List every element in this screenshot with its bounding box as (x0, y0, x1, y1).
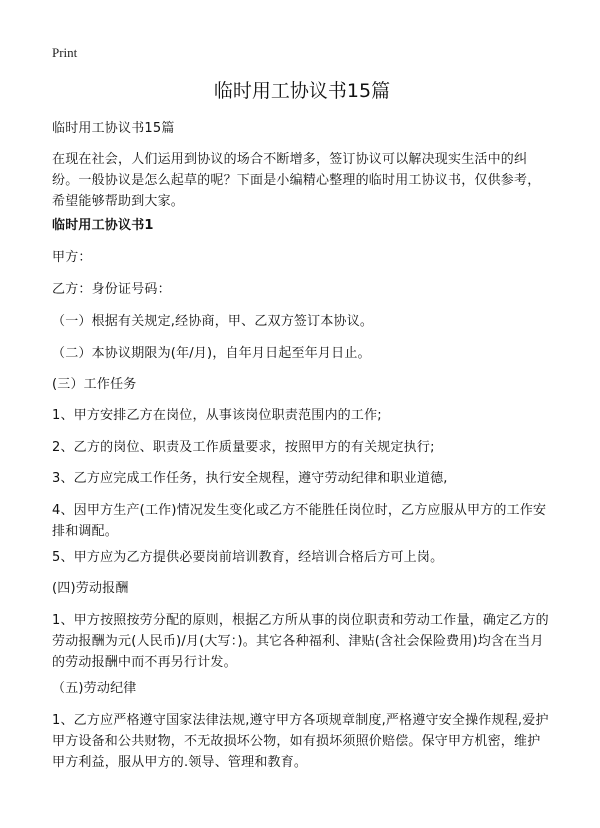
intro-paragraph: 在现在社会，人们运用到协议的场合不断增多，签订协议可以解决现实生活中的纠纷。一般协议是怎么起草的呢？下面是小编精心整理的临时用工协议书，仅供参考，希望能够帮助到大家。 (52, 152, 541, 209)
task-4: 4、因甲方生产(工作)情况发生变化或乙方不能胜任岗位时，乙方应服从甲方的工作安排和调配。 (52, 503, 547, 539)
clause-3-heading: (三）工作任务 (52, 377, 137, 392)
clause-2: （二）本协议期限为(年/月)，自年月日起至年月日止。 (52, 346, 371, 361)
task-5: 5、甲方应为乙方提供必要岗前培训教育，经培训合格后方可上岗。 (52, 550, 444, 565)
party-b: 乙方：身份证号码： (52, 282, 171, 297)
clause-4-heading: (四)劳动报酬 (52, 581, 129, 596)
task-2: 2、乙方的岗位、职责及工作质量要求，按照甲方的有关规定执行; (52, 440, 435, 455)
pay-1: 1、甲方按照按劳分配的原则，根据乙方所从事的岗位职责和劳动工作量，确定乙方的劳动报酬为元(人民币)/月(大写：)。其它各种福利、津贴(含社会保险费用)均含在当月的劳动报酬中而不再另行计发。 (52, 613, 549, 670)
clause-5-heading: （五)劳动纪律 (52, 681, 137, 696)
page-title: 临时用工协议书15篇 (213, 80, 391, 102)
print-link[interactable]: Print (52, 45, 78, 60)
clause-1: （一）根据有关规定,经协商，甲、乙双方签订本协议。 (52, 314, 374, 329)
subtitle: 临时用工协议书15篇 (52, 121, 175, 136)
task-3: 3、乙方应完成工作任务，执行安全规程，遵守劳动纪律和职业道德, (52, 471, 448, 486)
discipline-1: 1、乙方应严格遵守国家法律法规,遵守甲方各项规章制度,严格遵守安全操作规程,爱护甲方设备和公共财物，不无故损坏公物，如有损坏须照价赔偿。保守甲方机密，维护甲方利益，服从甲方的.领导、管理和教育。 (52, 713, 549, 770)
section-heading: 临时用工协议书1 (52, 218, 154, 233)
task-1: 1、甲方安排乙方在岗位，从事该岗位职责范围内的工作; (52, 408, 382, 423)
party-a: 甲方： (52, 250, 92, 265)
